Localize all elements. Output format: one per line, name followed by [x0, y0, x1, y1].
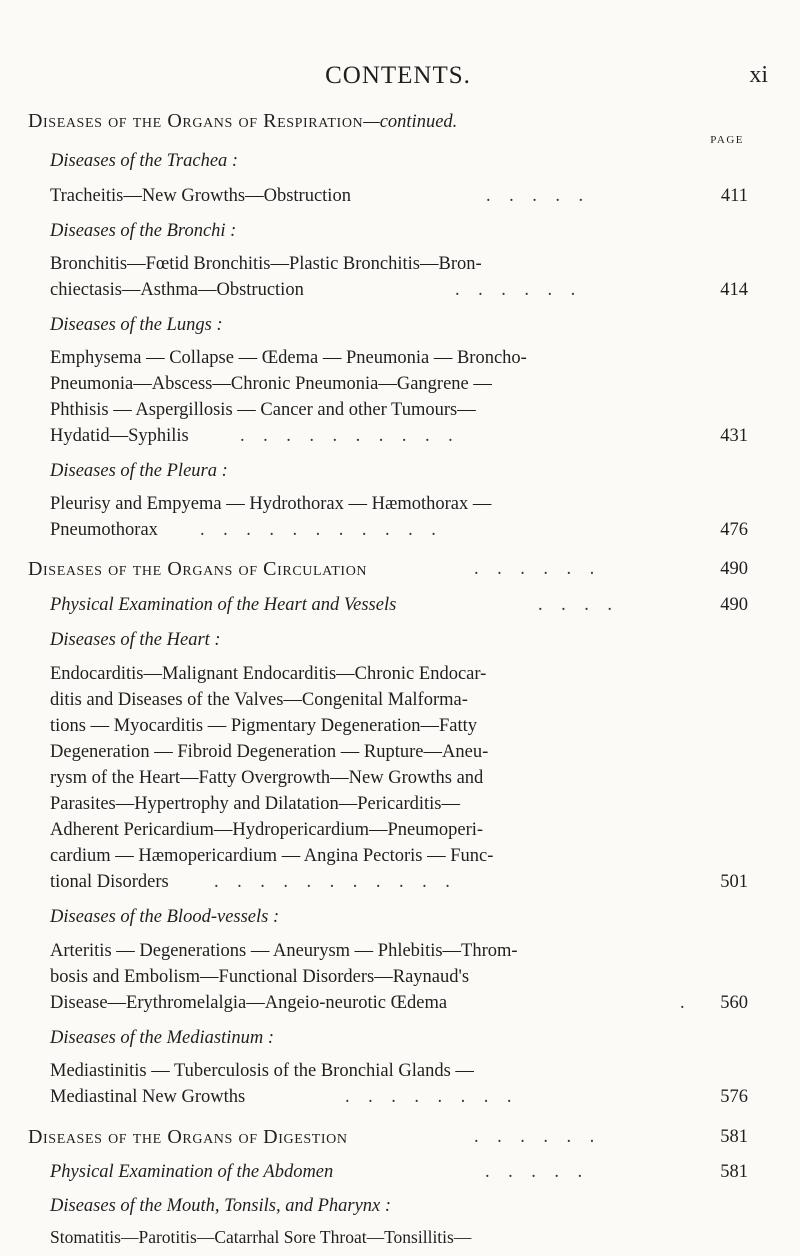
- toc-entry-heart-line: rysm of the Heart—Fatty Overgrowth—New Growths and: [50, 768, 484, 788]
- page-number: 501: [720, 872, 748, 892]
- subheading-lungs: Diseases of the Lungs :: [50, 315, 223, 335]
- toc-entry-heart-line: Parasites—Hypertrophy and Dilatation—Pericarditis—: [50, 794, 460, 814]
- page-number: 431: [720, 426, 748, 446]
- page-number: 581: [720, 1127, 748, 1147]
- page-number: 490: [720, 559, 748, 579]
- section-heading-circulation[interactable]: Diseases of the Organs of Circulation . . . . . . 490: [28, 558, 748, 580]
- subheading-trachea: Diseases of the Trachea :: [50, 151, 239, 171]
- page-number: 581: [720, 1162, 748, 1182]
- toc-entry-pleura-line: Pleurisy and Empyema — Hydrothorax — Hæmothorax —: [50, 494, 492, 514]
- running-head: [28, 62, 768, 92]
- page-number: 414: [720, 280, 748, 300]
- toc-entry-lungs-line: Pneumonia—Abscess—Chronic Pneumonia—Gangrene —: [50, 374, 492, 394]
- toc-entry-mediastinum[interactable]: Mediastinal New Growths . . . . . . . . 576: [0, 1084, 800, 1110]
- toc-entry-mouth-line: Stomatitis—Parotitis—Catarrhal Sore Throat—Tonsillitis—: [50, 1227, 472, 1247]
- toc-entry-vessels-line: Arteritis — Degenerations — Aneurysm — Phlebitis—Throm-: [50, 941, 518, 961]
- toc-entry-pleura[interactable]: Pneumothorax . . . . . . . . . . . 476: [0, 517, 800, 543]
- toc-entry-blood-vessels[interactable]: Disease—Erythromelalgia—Angeio-neurotic Œdema . 560: [0, 990, 800, 1016]
- continued-note: —continued.: [363, 112, 458, 132]
- toc-entry-bronchi-line: Bronchitis—Fœtid Bronchitis—Plastic Bronchitis—Bron-: [50, 254, 482, 274]
- subheading-mouth: Diseases of the Mouth, Tonsils, and Pharynx :: [50, 1196, 392, 1216]
- toc-entry-lungs-line: Phthisis — Aspergillosis — Cancer and other Tumours—: [50, 400, 476, 420]
- page-number: 576: [720, 1087, 748, 1107]
- toc-entry-lungs[interactable]: Hydatid—Syphilis . . . . . . . . . . 431: [0, 423, 800, 449]
- toc-entry-heart-line: tions — Myocarditis — Pigmentary Degeneration—Fatty: [50, 716, 477, 736]
- toc-entry-heart-examination[interactable]: Physical Examination of the Heart and Vessels . . . . 490: [0, 592, 800, 618]
- page-title: CONTENTS.: [325, 62, 471, 89]
- toc-entry-vessels-line: bosis and Embolism—Functional Disorders—Raynaud's: [50, 967, 470, 987]
- page-folio: xi: [749, 62, 768, 88]
- page-number: 490: [720, 595, 748, 615]
- toc-entry-heart-line: Adherent Pericardium—Hydropericardium—Pneumoperi-: [50, 820, 484, 840]
- toc-entry-bronchi[interactable]: chiectasis—Asthma—Obstruction . . . . . . 414: [0, 277, 800, 303]
- section-heading-digestion[interactable]: Diseases of the Organs of Digestion . . . . . . 581: [28, 1126, 748, 1148]
- toc-entry-heart-line: Degeneration — Fibroid Degeneration — Rupture—Aneu-: [50, 742, 489, 762]
- page-number: 411: [720, 186, 748, 206]
- subheading-mediastinum: Diseases of the Mediastinum :: [50, 1028, 275, 1048]
- toc-entry-heart[interactable]: tional Disorders . . . . . . . . . . . 501: [0, 869, 800, 895]
- toc-entry-heart-line: ditis and Diseases of the Valves—Congenital Malforma-: [50, 690, 468, 710]
- toc-entry-abdomen-examination[interactable]: Physical Examination of the Abdomen . . . . . 581: [0, 1159, 800, 1185]
- toc-entry-heart-line: Endocarditis—Malignant Endocarditis—Chronic Endocar-: [50, 664, 487, 684]
- toc-entry-mediastinum-line: Mediastinitis — Tuberculosis of the Bronchial Glands —: [50, 1061, 474, 1081]
- subheading-bronchi: Diseases of the Bronchi :: [50, 221, 237, 241]
- toc-entry-lungs-line: Emphysema — Collapse — Œdema — Pneumonia — Broncho-: [50, 348, 527, 368]
- page-number: 476: [720, 520, 748, 540]
- page-number: 560: [720, 993, 748, 1013]
- toc-entry-trachea[interactable]: Tracheitis—New Growths—Obstruction . . . . . 411: [0, 183, 800, 209]
- toc-entry-heart-line: cardium — Hæmopericardium — Angina Pectoris — Func-: [50, 846, 494, 866]
- section-heading-respiration: [0, 108, 800, 134]
- subheading-pleura: Diseases of the Pleura :: [50, 461, 228, 481]
- subheading-blood-vessels: Diseases of the Blood-vessels :: [50, 907, 280, 927]
- subheading-heart: Diseases of the Heart :: [50, 630, 221, 650]
- page-column-label: PAGE: [710, 134, 744, 146]
- section-label: Diseases of the Organs of Respiration: [28, 110, 364, 132]
